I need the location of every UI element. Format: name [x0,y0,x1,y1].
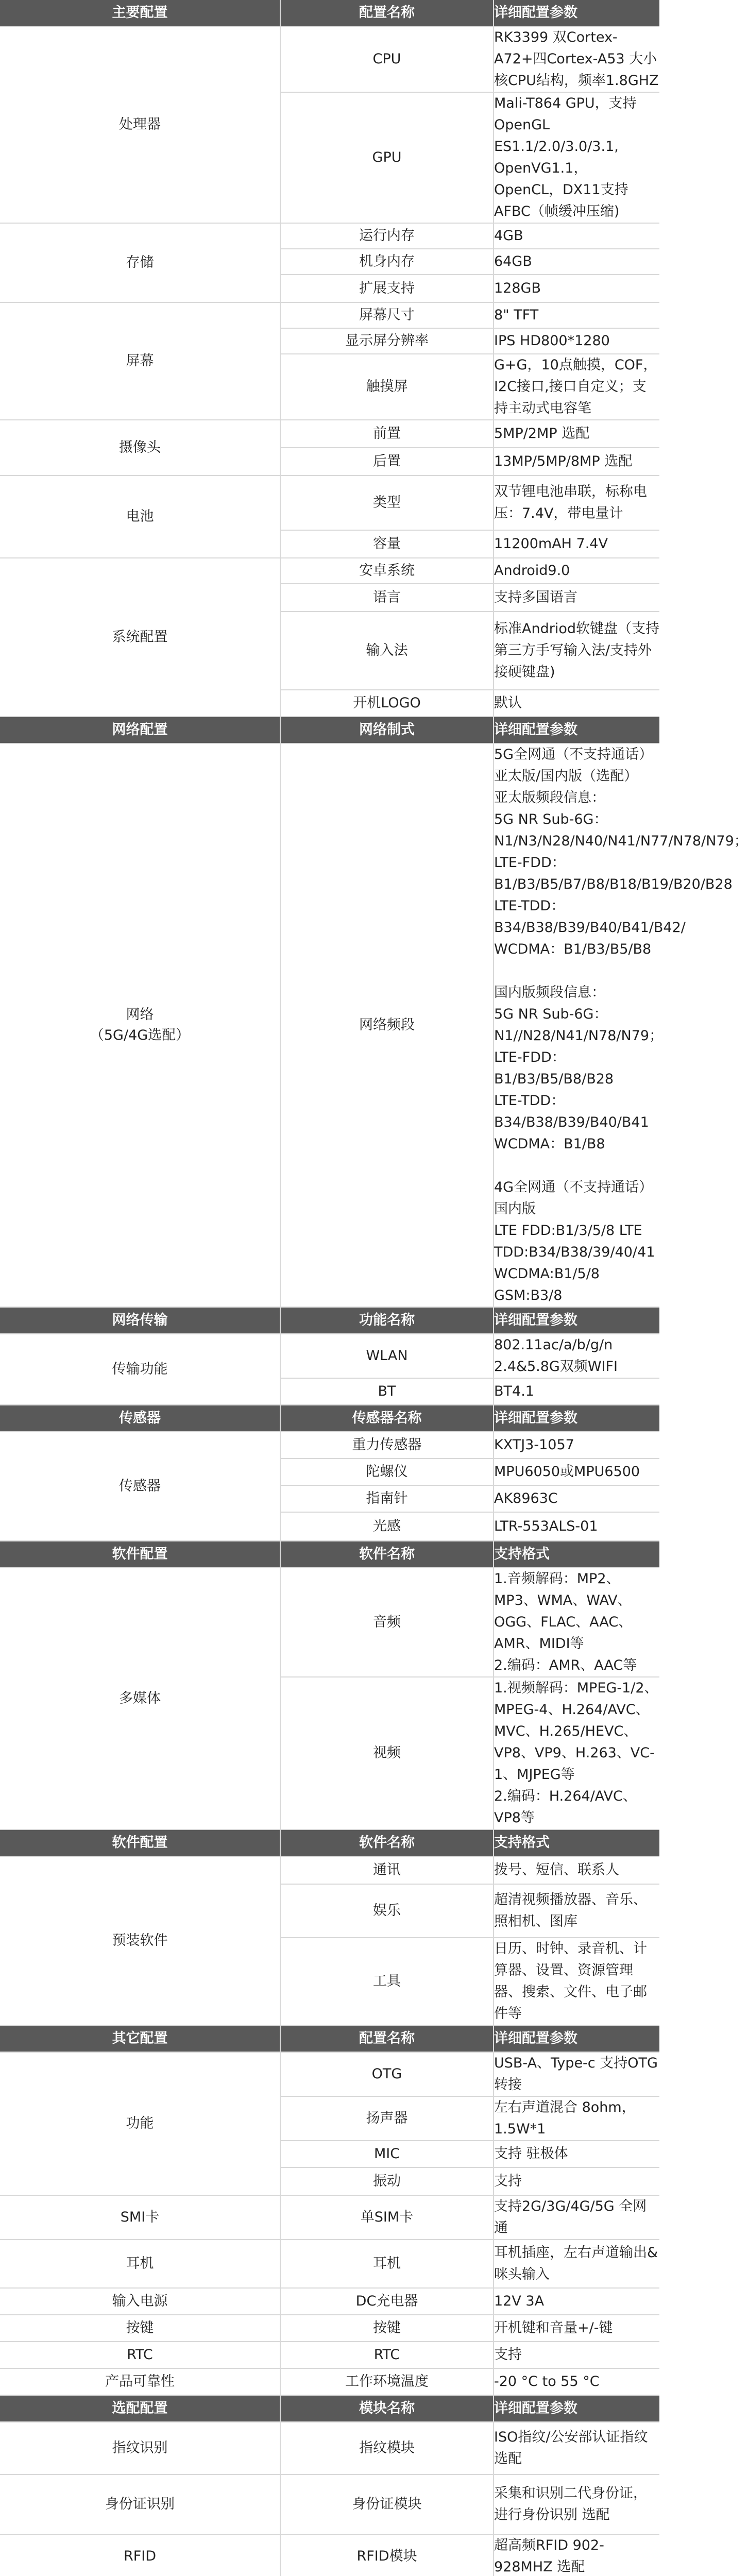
section-header-row [0,1405,659,1432]
group-title: 存储 [0,223,280,302]
config-name: 开机LOGO [280,690,494,717]
config-detail: USB-A、Type-c 支持OTG转接 [494,2052,659,2096]
config-detail: 11200mAH 7.4V [494,530,659,558]
config-name: CPU [280,26,494,92]
group-title: 处理器 [0,26,280,223]
config-detail: 4GB [494,223,659,249]
header-config-detail: 详细配置参数 [494,2395,659,2422]
config-detail: 开机键和音量+/-键 [494,2315,659,2342]
config-detail: 支持 [494,2167,659,2195]
group-title: 按键 [0,2315,280,2342]
section-header-row [0,1829,659,1856]
spec-row [0,26,659,92]
config-name: 指纹模块 [280,2422,494,2475]
config-detail: 13MP/5MP/8MP 选配 [494,448,659,476]
config-name: 陀螺仪 [280,1459,494,1485]
header-config-name: 配置名称 [280,2025,494,2052]
config-detail: 日历、时钟、录音机、计算器、设置、资源管理器、搜索、文件、电子邮件等 [494,1938,659,2025]
config-name: 振动 [280,2167,494,2195]
config-detail: 8" TFT [494,302,659,328]
config-detail: 64GB [494,249,659,275]
header-config-detail: 支持格式 [494,1541,659,1568]
config-detail: 耳机插座，左右声道输出&咪头输入 [494,2240,659,2288]
header-config-name: 功能名称 [280,1307,494,1334]
config-name: 安卓系统 [280,558,494,584]
group-title: 多媒体 [0,1568,280,1829]
config-name: 显示屏分辨率 [280,328,494,354]
header-main-config: 软件配置 [0,1541,280,1568]
header-config-name: 软件名称 [280,1829,494,1856]
config-detail: AK8963C [494,1485,659,1512]
config-name: WLAN [280,1334,494,1378]
header-config-name: 配置名称 [280,0,494,26]
config-name: 触摸屏 [280,354,494,420]
config-name: 工作环境温度 [280,2368,494,2395]
config-detail: 802.11ac/a/b/g/n 2.4&5.8G双频WIFI [494,1334,659,1378]
config-detail: 支持多国语言 [494,584,659,612]
header-config-detail: 详细配置参数 [494,0,659,26]
config-detail: 支持2G/3G/4G/5G 全网通 [494,2195,659,2240]
header-config-name: 模块名称 [280,2395,494,2422]
config-detail: 超高频RFID 902-928MHZ 选配 [494,2534,659,2576]
config-detail: 默认 [494,690,659,717]
group-title: 传输功能 [0,1334,280,1405]
config-detail: 128GB [494,275,659,302]
header-main-config: 其它配置 [0,2025,280,2052]
section-header-row [0,1307,659,1334]
spec-row [0,2052,659,2096]
header-main-config: 网络配置 [0,717,280,743]
header-config-detail: 详细配置参数 [494,717,659,743]
config-detail: KXTJ3-1057 [494,1432,659,1459]
config-name: 音频 [280,1568,494,1677]
spec-row [0,223,659,249]
group-title: RTC [0,2342,280,2368]
config-name: 扩展支持 [280,275,494,302]
config-name: OTG [280,2052,494,2096]
config-name: 前置 [280,420,494,448]
config-detail: 支持 驻极体 [494,2141,659,2167]
config-name: 通讯 [280,1856,494,1884]
section-header-row [0,2395,659,2422]
spec-row [0,2422,659,2475]
config-name: 输入法 [280,612,494,690]
header-config-detail: 支持格式 [494,1829,659,1856]
spec-row [0,2288,659,2315]
group-title: RFID [0,2534,280,2576]
spec-row [0,558,659,584]
config-name: 语言 [280,584,494,612]
header-main-config: 传感器 [0,1405,280,1432]
config-name: 身份证模块 [280,2475,494,2534]
config-detail: 超清视频播放器、音乐、照相机、图库 [494,1884,659,1938]
config-detail: BT4.1 [494,1378,659,1405]
config-detail: 拨号、短信、联系人 [494,1856,659,1884]
header-main-config: 软件配置 [0,1829,280,1856]
group-title: 电池 [0,476,280,558]
config-detail: 支持 [494,2342,659,2368]
config-detail: G+G，10点触摸，COF，I2C接口,接口自定义；支持主动式电容笔 [494,354,659,420]
spec-row [0,743,659,1307]
spec-row [0,2195,659,2240]
spec-row [0,2240,659,2288]
config-name: 运行内存 [280,223,494,249]
config-detail: -20 °C to 55 °C [494,2368,659,2395]
config-detail: MPU6050或MPU6500 [494,1459,659,1485]
header-config-name: 软件名称 [280,1541,494,1568]
spec-row [0,2534,659,2576]
spec-row [0,2315,659,2342]
config-name: GPU [280,92,494,223]
group-title: 摄像头 [0,420,280,476]
spec-row [0,2368,659,2395]
config-name: 工具 [280,1938,494,2025]
group-title: 网络 （5G/4G选配） [0,743,280,1307]
config-name: 后置 [280,448,494,476]
config-detail: RK3399 双Cortex-A72+四Cortex-A53 大小核CPU结构，频率1.8GHZ [494,26,659,92]
config-name: 按键 [280,2315,494,2342]
config-name: 视频 [280,1677,494,1829]
config-name: DC充电器 [280,2288,494,2315]
header-config-name: 传感器名称 [280,1405,494,1432]
group-title: 系统配置 [0,558,280,717]
spec-row [0,1856,659,1884]
header-config-detail: 详细配置参数 [494,1307,659,1334]
header-main-config: 网络传输 [0,1307,280,1334]
config-name: MIC [280,2141,494,2167]
config-detail: ISO指纹/公安部认证指纹 选配 [494,2422,659,2475]
header-main-config: 主要配置 [0,0,280,26]
section-header-row [0,717,659,743]
config-name: 单SIM卡 [280,2195,494,2240]
group-title: 预装软件 [0,1856,280,2025]
config-name: 屏幕尺寸 [280,302,494,328]
header-config-name: 网络制式 [280,717,494,743]
config-name: 指南针 [280,1485,494,1512]
header-main-config: 选配配置 [0,2395,280,2422]
config-name: 机身内存 [280,249,494,275]
spec-row [0,420,659,448]
config-name: BT [280,1378,494,1405]
group-title: 耳机 [0,2240,280,2288]
spec-row [0,302,659,328]
config-detail: Mali-T864 GPU，支持OpenGL ES1.1/2.0/3.0/3.1, OpenVG1.1， OpenCL，DX11支持AFBC（帧缓冲压缩) [494,92,659,223]
group-title: 输入电源 [0,2288,280,2315]
config-name: 网络频段 [280,743,494,1307]
group-title: 指纹识别 [0,2422,280,2475]
group-title: 产品可靠性 [0,2368,280,2395]
section-header-row [0,1541,659,1568]
spec-row [0,1334,659,1378]
config-detail: LTR-553ALS-01 [494,1512,659,1541]
config-name: 扬声器 [280,2096,494,2141]
config-name: 耳机 [280,2240,494,2288]
group-title: 屏幕 [0,302,280,420]
config-name: RTC [280,2342,494,2368]
header-config-detail: 详细配置参数 [494,1405,659,1432]
config-name: 类型 [280,476,494,530]
header-config-detail: 详细配置参数 [494,2025,659,2052]
config-detail: 12V 3A [494,2288,659,2315]
config-name: 重力传感器 [280,1432,494,1459]
config-name: 娱乐 [280,1884,494,1938]
config-name: 光感 [280,1512,494,1541]
section-header-row [0,0,659,26]
spec-row [0,476,659,530]
config-detail: Android9.0 [494,558,659,584]
config-detail: 5G全网通（不支持通话） 亚太版/国内版（选配） 亚太版频段信息： 5G NR Sub-6G： N1/N3/N28/N40/N41/N77/N78/N79； LTE-FDD：B1/B3/B5/B7/B8/B18/B19/B20/B28 LTE-TDD：B34/B38/B39/B40/B41/B42/ WCDMA：B1/B3/B5/B8 国内版频段信息： 5G NR Sub-6G：N1//N28/N41/N78/N79； LTE-FDD：B1/B3/B5/B8/B28 LTE-TDD：B34/B38/B39/B40/B41 WCDMA：B1/B8 4G全网通（不支持通话）国内版 LTE FDD:B1/3/5/8 LTE TDD:B34/B38/39/40/41 WCDMA:B1/5/8 GSM:B3/8 [494,743,659,1307]
config-detail: 左右声道混合 8ohm，1.5W*1 [494,2096,659,2141]
group-title: 功能 [0,2052,280,2195]
spec-row [0,1432,659,1459]
config-detail: 1.视频解码：MPEG-1/2、MPEG-4、H.264/AVC、MVC、H.265/HEVC、VP8、VP9、H.263、VC-1、MJPEG等 2.编码：H.264/AVC、VP8等 [494,1677,659,1829]
group-title: 身份证识别 [0,2475,280,2534]
group-title: 传感器 [0,1432,280,1541]
config-detail: 双节锂电池串联，标称电压：7.4V，带电量计 [494,476,659,530]
config-detail: 1.音频解码：MP2、MP3、WMA、WAV、OGG、FLAC、AAC、AMR、MIDI等 2.编码：AMR、AAC等 [494,1568,659,1677]
config-detail: IPS HD800*1280 [494,328,659,354]
config-detail: 采集和识别二代身份证，进行身份识别 选配 [494,2475,659,2534]
spec-row [0,2342,659,2368]
config-detail: 标准Andriod软键盘（支持第三方手写输入法/支持外接硬键盘) [494,612,659,690]
config-name: 容量 [280,530,494,558]
config-name: RFID模块 [280,2534,494,2576]
section-header-row [0,2025,659,2052]
spec-row [0,1568,659,1677]
config-detail: 5MP/2MP 选配 [494,420,659,448]
spec-row [0,2475,659,2534]
group-title: SMI卡 [0,2195,280,2240]
